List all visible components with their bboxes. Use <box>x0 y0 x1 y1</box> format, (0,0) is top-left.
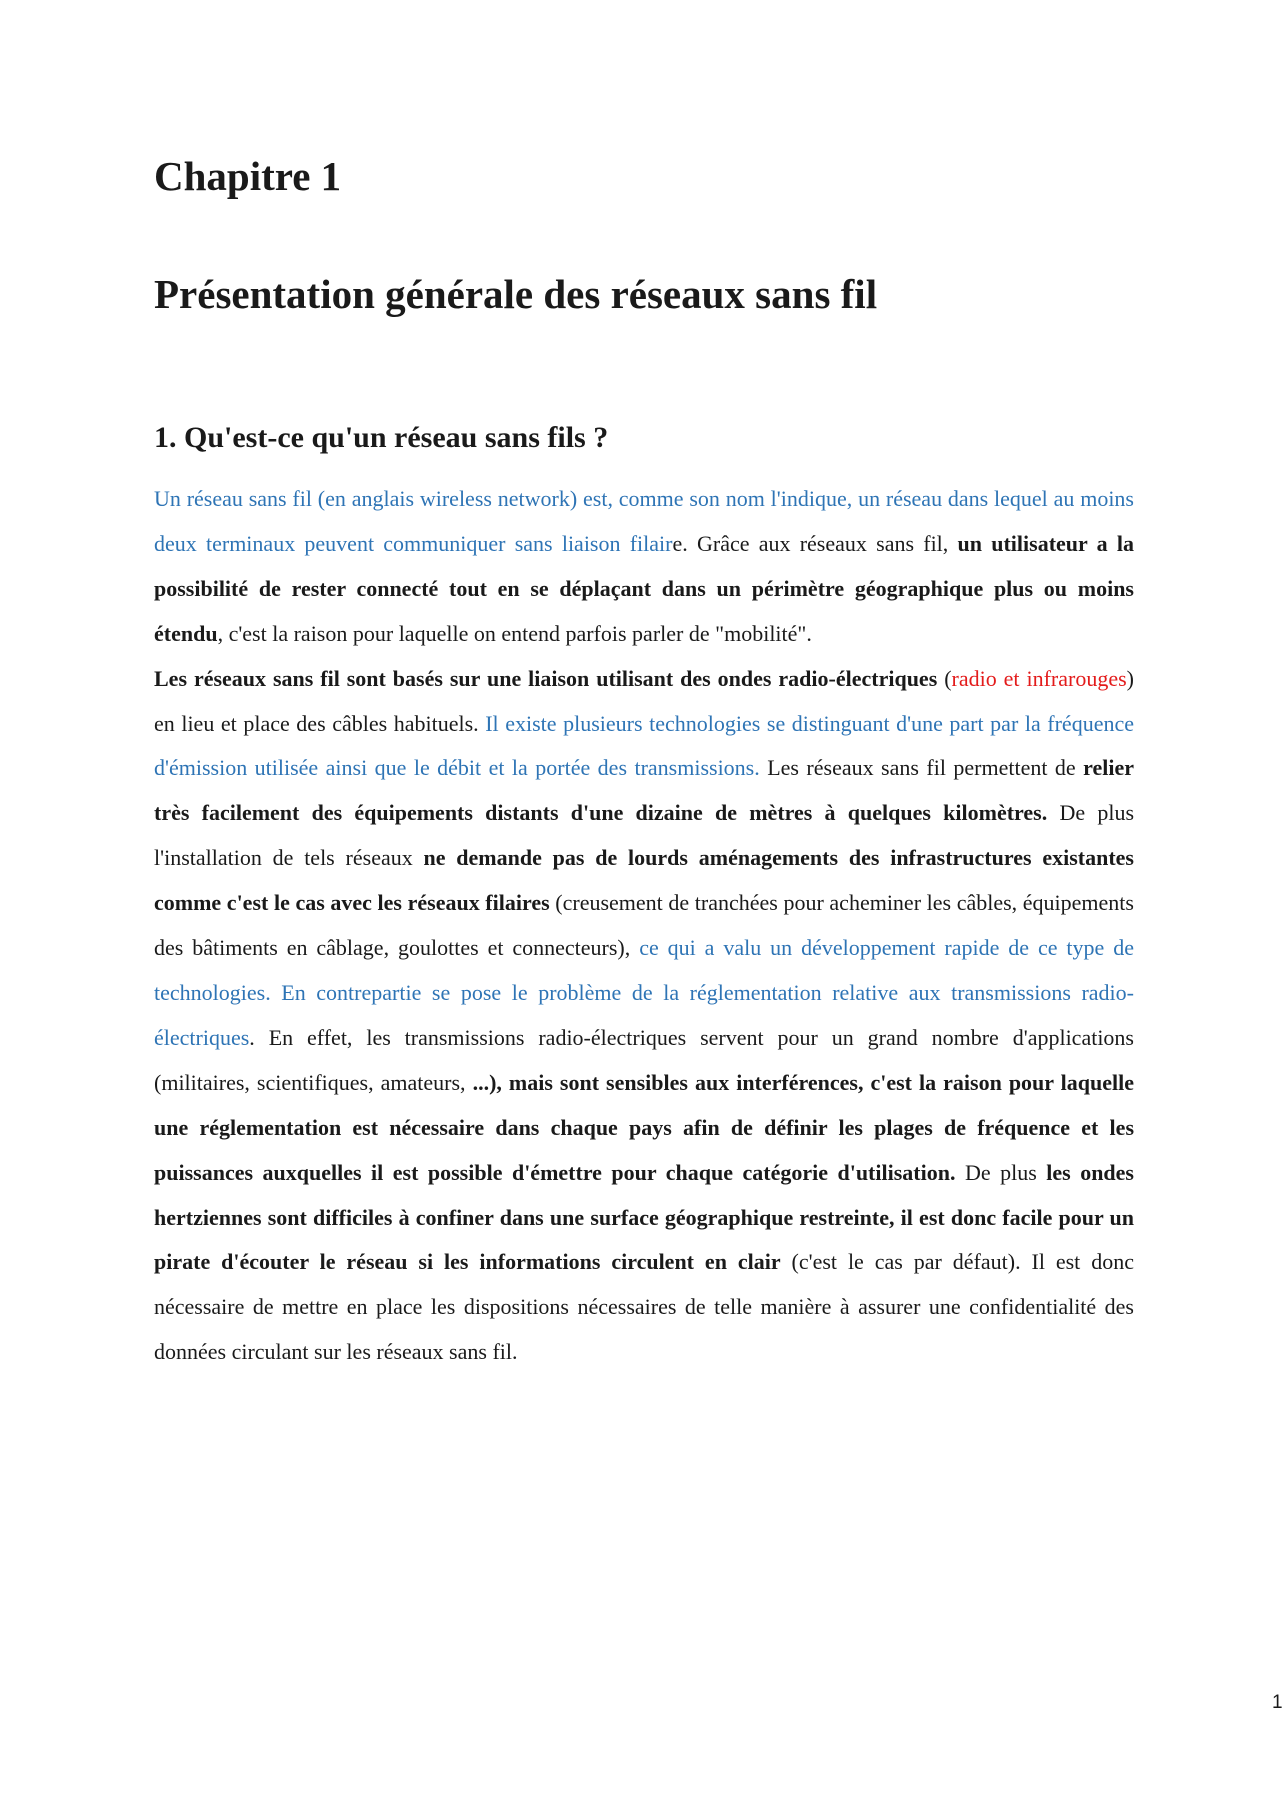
paragraph-1 <box>154 477 1134 657</box>
p2-red-text: radio et infrarouges <box>951 665 1127 691</box>
section-heading: 1. Qu'est-ce qu'un réseau sans fils ? <box>154 421 609 454</box>
p2-bold-intro: Les réseaux sans fil sont basés sur une liaison utilisant des ondes radio-électriques <box>154 665 938 691</box>
p2-bold: les ondes hertziennes sont difficiles à confiner dans une surface géographique restreinte, il est donc facile pour un pirate d'écouter le réseau si les informations circulent en clair <box>154 1159 1134 1275</box>
chapter-title: Présentation générale des réseaux sans fil <box>154 271 878 317</box>
p2-text: ) en lieu et place des câbles habituels. <box>154 665 1134 736</box>
chapter-heading: Chapitre 1 <box>154 153 342 199</box>
p2-bold: ne demande pas de lourds aménagements des infrastructures existantes comme c'est le cas avec les réseaux filaires <box>154 845 1134 916</box>
p2-text: Les réseaux sans fil permettent de <box>759 755 1084 781</box>
p2-bold: relier très facilement des équipements distants d'une dizaine de mètres à quelques kilomètres. <box>154 755 1135 826</box>
p2-blue-technologies: Il existe plusieurs technologies se distinguant d'une part par la fréquence d'émission utilisée ainsi que le débit et la portée des transmissions. <box>154 710 1134 781</box>
p2-blue-regulation: ce qui a valu un développement rapide de ce type de technologies. En contrepartie se pose le problème de la réglementation relative aux transmissions radio- électriques <box>154 935 1134 1050</box>
paragraph-2 <box>154 657 1134 1376</box>
p2-paren-open: ( <box>937 665 952 691</box>
p2-text-end: (c'est le cas par défaut). Il est donc nécessaire de mettre en place les dispositions nécessaires de telle manière à assurer une confidentialité des données circulant sur les réseaux sans fil. <box>154 1249 1134 1365</box>
body-text <box>154 477 1134 1375</box>
p2-text: De plus l'installation de tels réseaux <box>154 800 1135 871</box>
p1-text: e. Grâce aux réseaux sans fil, <box>672 530 958 556</box>
p2-text: De plus <box>955 1159 1047 1185</box>
p1-bold: un utilisateur a la possibilité de rester connecté tout en se déplaçant dans un périmètre géographique plus ou moins étendu <box>154 530 1134 646</box>
p2-text: (creusement de tranchées pour acheminer les câbles, équipements des bâtiments en câblage, goulottes et connecteurs), <box>154 890 1134 961</box>
page-number: 1 <box>1272 1692 1283 1713</box>
p1-text-end: , c'est la raison pour laquelle on entend parfois parler de "mobilité". <box>217 620 812 646</box>
p1-blue-definition: Un réseau sans fil (en anglais wireless network) est, comme son nom l'indique, un réseau dans lequel au moins deux terminaux peuvent communiquer sans liaison filair <box>154 486 1134 556</box>
p2-bold: ...), mais sont sensibles aux interférences, c'est la raison pour laquelle une réglementation est nécessaire dans chaque pays afin de définir les plages de fréquence et les puissances auxquelles il est possible d'émettre pour chaque catégorie d'utilisation. <box>154 1069 1135 1185</box>
p2-text: . En effet, les transmissions radio-électriques servent pour un grand nombre d'applications (militaires, scientifiques, amateurs, <box>154 1024 1134 1095</box>
